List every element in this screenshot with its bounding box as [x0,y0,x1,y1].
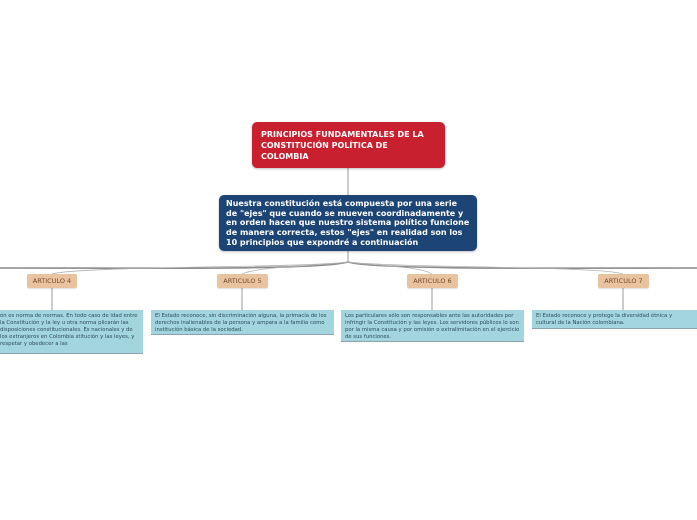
article-4-node[interactable] [27,274,77,288]
article-7-node[interactable] [598,274,649,288]
article-5-description[interactable] [151,310,334,335]
article-5-node[interactable] [217,274,268,288]
article-5-text: El Estado reconoce, sin discriminación alguna, la primacía de los derechos inalienables de la persona y ampara a la familia como institución básica de la sociedad. [155,313,327,333]
subtopic-node[interactable] [219,195,477,251]
article-4-description[interactable] [0,310,143,354]
article-7-text: El Estado reconoce y protege la diversidad étnica y cultural de la Nación colombiana. [536,313,673,326]
article-5-label: ARTICULO 5 [223,277,262,285]
article-6-node[interactable] [407,274,458,288]
subtopic-text: Nuestra constitución está compuesta por una serie de "ejes" que cuando se mueven coordinadamente y en orden hacen que nuestro sistema político funcione de manera correcta, estos "ejes" en realidad son los 10 principios que expondré a continuación [226,199,470,247]
root-topic[interactable] [252,122,445,168]
article-7-description[interactable] [532,310,697,329]
article-7-label: ARTICULO 7 [604,277,643,285]
root-title: PRINCIPIOS FUNDAMENTALES DE LA CONSTITUCIÓN POLÍTICA DE COLOMBIA [261,130,424,161]
article-6-label: ARTICULO 6 [413,277,452,285]
article-4-label: ARTICULO 4 [32,277,72,285]
article-6-text: Los particulares sólo son responsables ante las autoridades por infringir la Constitución y las leyes. Los servidores públicos lo son por la misma causa y por omisión o extralimitación en el ejercicio de sus funciones. [345,313,520,340]
article-4-text: ón es norma de normas. En todo caso de idad entre la Constitución y la ley u otra norma plicarán las disposiciones constitucionales. Es nacionales y de los extranjeros en Colombia stitución y las leyes, y respetar y obedecer a las [0,313,138,347]
article-6-description[interactable] [341,310,524,342]
